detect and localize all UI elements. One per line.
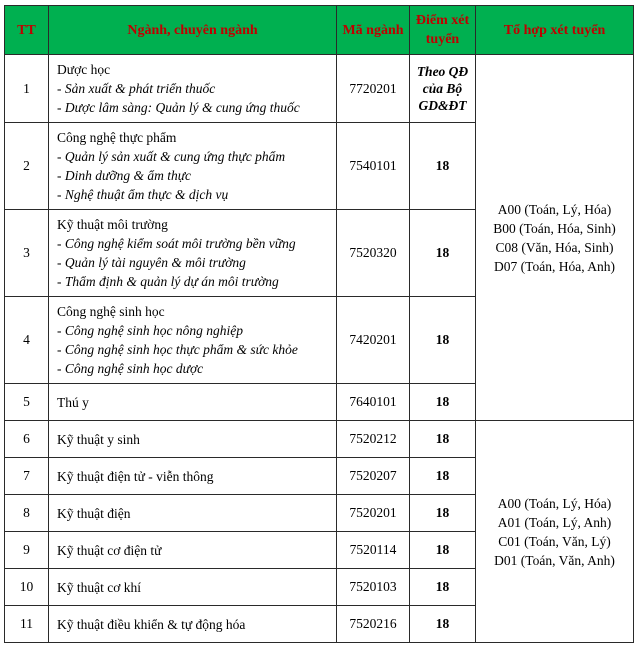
- major-title: Thú y: [57, 394, 89, 410]
- major-sub: - Thẩm định & quản lý dự án môi trường: [57, 274, 279, 289]
- cell-code: 7640101: [337, 384, 410, 421]
- combination-line: C01 (Toán, Văn, Lý): [498, 533, 611, 549]
- cell-major: [49, 569, 337, 606]
- cell-score: Theo QĐ của Bộ GD&ĐT: [410, 55, 476, 123]
- major-title: Kỹ thuật cơ điện tử: [57, 542, 162, 558]
- cell-major: [49, 123, 337, 210]
- cell-major: [49, 532, 337, 569]
- cell-score: 18: [410, 384, 476, 421]
- major-title: Kỹ thuật cơ khí: [57, 579, 141, 595]
- cell-code: 7420201: [337, 297, 410, 384]
- table-row: [5, 421, 634, 458]
- major-sub: - Công nghệ sinh học dược: [57, 361, 204, 376]
- cell-major: [49, 495, 337, 532]
- combination-group-2: [476, 421, 634, 643]
- header-code: Mã ngành: [337, 6, 410, 55]
- cell-score: 18: [410, 421, 476, 458]
- combination-line: A01 (Toán, Lý, Anh): [497, 514, 612, 530]
- cell-tt: 7: [5, 458, 49, 495]
- major-sub: - Dinh dưỡng & ẩm thực: [57, 168, 192, 183]
- major-sub: - Công nghệ sinh học nông nghiệp: [57, 323, 243, 338]
- cell-tt: 3: [5, 210, 49, 297]
- cell-major: [49, 297, 337, 384]
- major-sub: - Dược lâm sàng: Quản lý & cung ứng thuốc: [57, 100, 300, 115]
- cell-tt: 11: [5, 606, 49, 643]
- combination-group-1: [476, 55, 634, 421]
- cell-major: [49, 606, 337, 643]
- cell-score: 18: [410, 532, 476, 569]
- cell-major: [49, 384, 337, 421]
- major-sub: - Sản xuất & phát triển thuốc: [57, 81, 216, 96]
- header-tt: TT: [5, 6, 49, 55]
- major-title: Công nghệ sinh học: [57, 304, 165, 319]
- cell-code: 7520212: [337, 421, 410, 458]
- cell-score: 18: [410, 297, 476, 384]
- cell-code: 7520114: [337, 532, 410, 569]
- major-sub: - Công nghệ sinh học thực phẩm & sức khỏe: [57, 342, 298, 357]
- cell-score: 18: [410, 123, 476, 210]
- major-title: Kỹ thuật y sinh: [57, 431, 140, 447]
- major-title: Kỹ thuật điều khiển & tự động hóa: [57, 616, 246, 632]
- combination-line: C08 (Văn, Hóa, Sinh): [495, 239, 614, 255]
- header-major: Ngành, chuyên ngành: [49, 6, 337, 55]
- cell-score: 18: [410, 458, 476, 495]
- header-combination: Tổ hợp xét tuyển: [476, 6, 634, 55]
- cell-code: 7520320: [337, 210, 410, 297]
- cell-score: 18: [410, 569, 476, 606]
- cell-major: [49, 458, 337, 495]
- major-title: Kỹ thuật điện tử - viễn thông: [57, 468, 214, 484]
- cell-tt: 1: [5, 55, 49, 123]
- major-title: Công nghệ thực phẩm: [57, 130, 177, 145]
- cell-code: 7720201: [337, 55, 410, 123]
- cell-tt: 10: [5, 569, 49, 606]
- cell-tt: 5: [5, 384, 49, 421]
- cell-tt: 4: [5, 297, 49, 384]
- cell-code: 7520103: [337, 569, 410, 606]
- major-title: Dược học: [57, 62, 111, 77]
- cell-code: 7520201: [337, 495, 410, 532]
- cell-score: 18: [410, 495, 476, 532]
- cell-tt: 6: [5, 421, 49, 458]
- cell-score: 18: [410, 210, 476, 297]
- cell-major: [49, 55, 337, 123]
- cell-major: [49, 421, 337, 458]
- major-sub: - Nghệ thuật ẩm thực & dịch vụ: [57, 187, 229, 202]
- major-title: Kỹ thuật môi trường: [57, 217, 168, 232]
- admission-table: [4, 5, 634, 643]
- combination-line: A00 (Toán, Lý, Hóa): [497, 201, 612, 217]
- combination-line: A00 (Toán, Lý, Hóa): [497, 495, 612, 511]
- combination-line: D01 (Toán, Văn, Anh): [494, 552, 615, 568]
- cell-code: 7520207: [337, 458, 410, 495]
- cell-tt: 9: [5, 532, 49, 569]
- cell-score: 18: [410, 606, 476, 643]
- cell-tt: 2: [5, 123, 49, 210]
- cell-code: 7520216: [337, 606, 410, 643]
- major-sub: - Quản lý sản xuất & cung ứng thực phẩm: [57, 149, 286, 164]
- major-title: Kỹ thuật điện: [57, 505, 131, 521]
- cell-code: 7540101: [337, 123, 410, 210]
- header-score: Điểm xét tuyển: [410, 6, 476, 55]
- table-row: [5, 55, 634, 123]
- major-sub: - Quản lý tài nguyên & môi trường: [57, 255, 246, 270]
- cell-major: [49, 210, 337, 297]
- cell-tt: 8: [5, 495, 49, 532]
- combination-line: D07 (Toán, Hóa, Anh): [494, 258, 615, 274]
- header-row: [5, 6, 634, 55]
- major-sub: - Công nghệ kiểm soát môi trường bền vững: [57, 236, 296, 251]
- combination-line: B00 (Toán, Hóa, Sinh): [493, 220, 616, 236]
